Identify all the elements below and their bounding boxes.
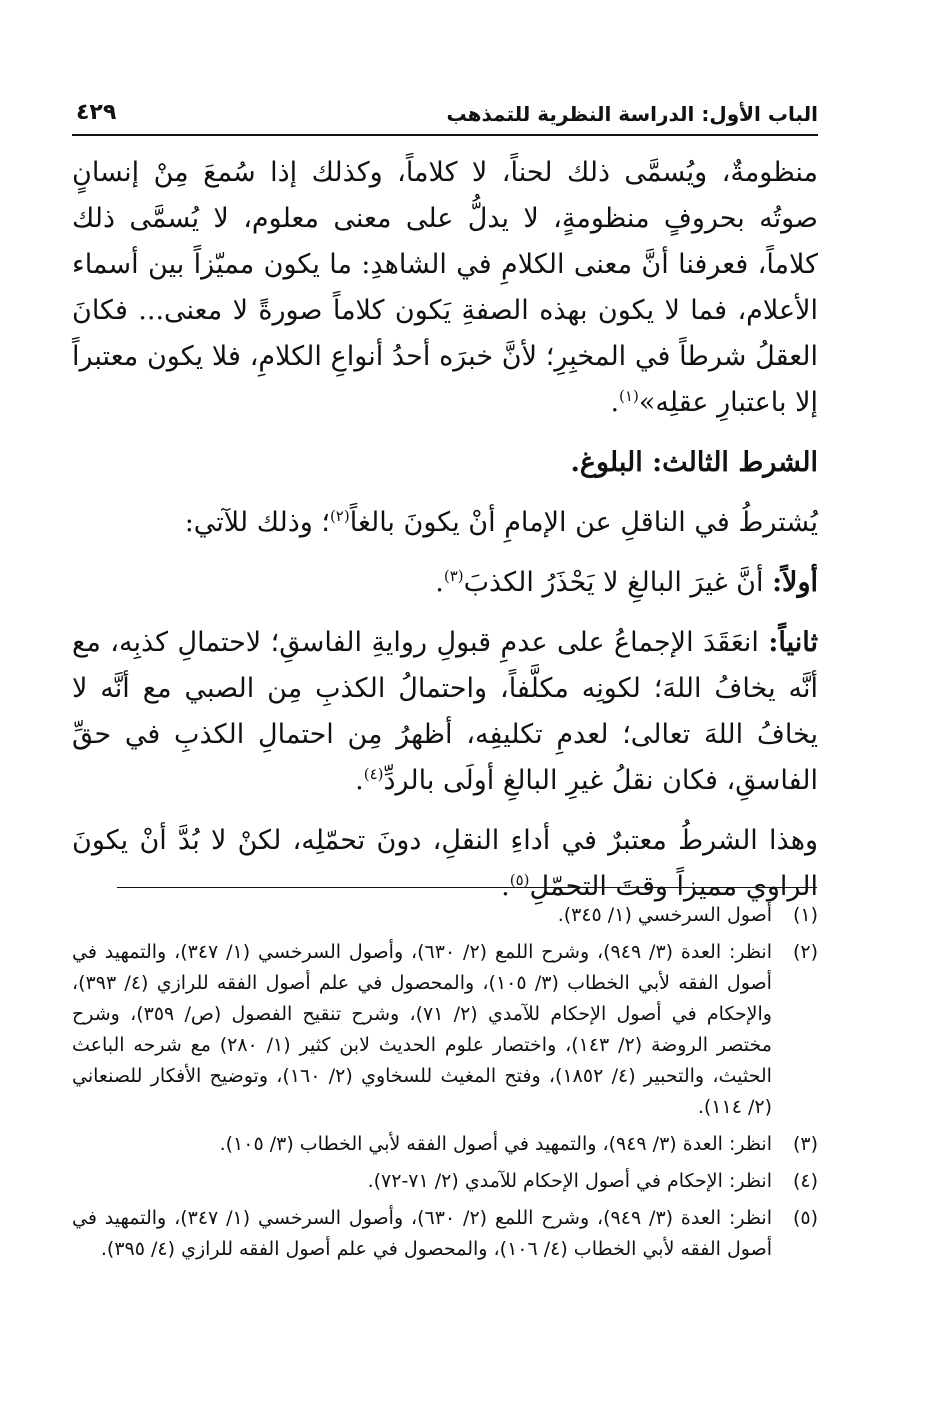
footnote-ref-3[interactable]: (٣) [443,567,464,585]
paragraph-text: انعَقَدَ الإجماعُ على عدمِ قبولِ روايةِ الفاسقِ؛ لاحتمالِ كذبِه، مع أنَّه يخافُ اللهَ؛ لكونِه مكلَّفاً، واحتمالُ الكذبِ مِن الصبي مع أنَّه لا يخافُ اللهَ تعالى؛ لعدمِ تكليفِه، أظهرُ مِن احتمالِ الكذبِ في حقِّ الفاسقِ، فكان نقلُ غيرِ البالغِ أولَى بالردِّ [72,627,818,796]
footnote-5 [72,1203,818,1265]
point-label-second: ثانياً: [768,627,818,658]
footnote-number: (٥) [792,1207,818,1229]
page-number: ٤٢٩ [76,100,117,125]
chapter-title: الباب الأول: الدراسة النظرية للتمذهب [446,102,818,126]
footnote-2 [72,937,818,1123]
footnote-number: (٤) [792,1170,818,1192]
section-heading: الشرط الثالث: البلوغ. [570,447,818,478]
footnote-separator [117,887,817,888]
paragraph-text: يُشترطُ في الناقلِ عن الإمامِ أنْ يكونَ بالغاً [349,507,818,538]
footnote-ref-4[interactable]: (٤) [363,765,384,783]
footnote-text: انظر: الإحكام في أصول الإحكام للآمدي (٢/ ٧١-٧٢). [367,1170,772,1192]
paragraph-text: وهذا الشرطُ معتبرٌ في أداءِ النقلِ، دونَ تحمّلِه، لكنْ لا بُدَّ أنْ يكونَ الراوي مميزاً وقتَ التحمّلِ [72,825,818,902]
footnote-text: انظر: العدة (٣/ ٩٤٩)، وشرح اللمع (٢/ ٦٣٠)، وأصول السرخسي (١/ ٣٤٧)، والتمهيد في أصول الفقه لأبي الخطاب (٤/ ١٠٦)، والمحصول في علم أصول الفقه للرازي (٤/ ٣٩٥). [72,1207,772,1260]
paragraph-text: منظومةٌ، ويُسمَّى ذلك لحناً، لا كلاماً، وكذلك إذا سُمعَ مِنْ إنسانٍ صوتُه بحروفٍ منظومةٍ، لا يدلُّ على معنى معلوم، لا يُسمَّى ذلك كلاماً، فعرفنا أنَّ معنى الكلامِ في الشاهدِ: ما يكون مميّزاً بين أسماء الأعلام، فما لا يكون بهذه الصفةِ يَكون كلاماً صورةً لا معنى... فكانَ العقلُ شرطاً في المخبِرِ؛ لأنَّ خبرَه أحدُ أنواعِ الكلامِ، فلا يكون معتبراً إلا باعتبارِ عقلِه» [72,157,818,418]
paragraph-end: . [610,387,620,418]
footnote-number: (٣) [792,1133,818,1155]
running-header [72,98,818,136]
footnote-ref-5[interactable]: (٥) [509,871,530,889]
paragraph-4 [72,620,818,804]
paragraph-end: . [501,871,510,902]
footnote-4 [72,1166,818,1197]
footnote-number: (١) [792,904,818,926]
paragraph-text: أنَّ غيرَ البالغِ لا يَحْذَرُ الكذبَ [463,567,773,598]
main-text [72,150,818,924]
paragraph-3 [72,560,818,606]
footnote-ref-1[interactable]: (١) [619,387,639,405]
footnote-1 [72,900,818,931]
point-label-first: أولاً: [772,567,818,598]
paragraph-5 [72,818,818,910]
footnote-number: (٢) [792,941,818,963]
footnote-text: أصول السرخسي (١/ ٣٤٥). [557,904,772,926]
footnote-3 [72,1129,818,1160]
footnote-ref-2[interactable]: (٢) [329,507,350,525]
footnote-text: انظر: العدة (٣/ ٩٤٩)، وشرح اللمع (٢/ ٦٣٠)، وأصول السرخسي (١/ ٣٤٧)، والتمهيد في أصول الفقه لأبي الخطاب (٣/ ١٠٥)، والمحصول في علم أصول الفقه للرازي (٤/ ٣٩٣)، والإحكام في أصول الإحكام للآمدي (٢/ ٧١)، وشرح تنقيح الفصول (ص/ ٣٥٩)، وشرح مختصر الروضة (٢/ ١٤٣)، واختصار علوم الحديث لابن كثير (١/ ٢٨٠) مع شرحه الباعث الحثيث، والتحبير (٤/ ١٨٥٢)، وفتح المغيث للسخاوي (٢/ ١٦٠)، وتوضيح الأفكار للصنعاني (٢/ ١١٤). [72,941,772,1118]
footnote-text: انظر: العدة (٣/ ٩٤٩)، والتمهيد في أصول الفقه لأبي الخطاب (٣/ ١٠٥). [219,1133,772,1155]
footnotes-section [72,900,818,1271]
paragraph-1 [72,150,818,426]
paragraph-end: ؛ وذلك للآتي: [184,507,330,538]
paragraph-2 [72,500,818,546]
paragraph-end: . [435,567,444,598]
paragraph-end: . [355,765,364,796]
